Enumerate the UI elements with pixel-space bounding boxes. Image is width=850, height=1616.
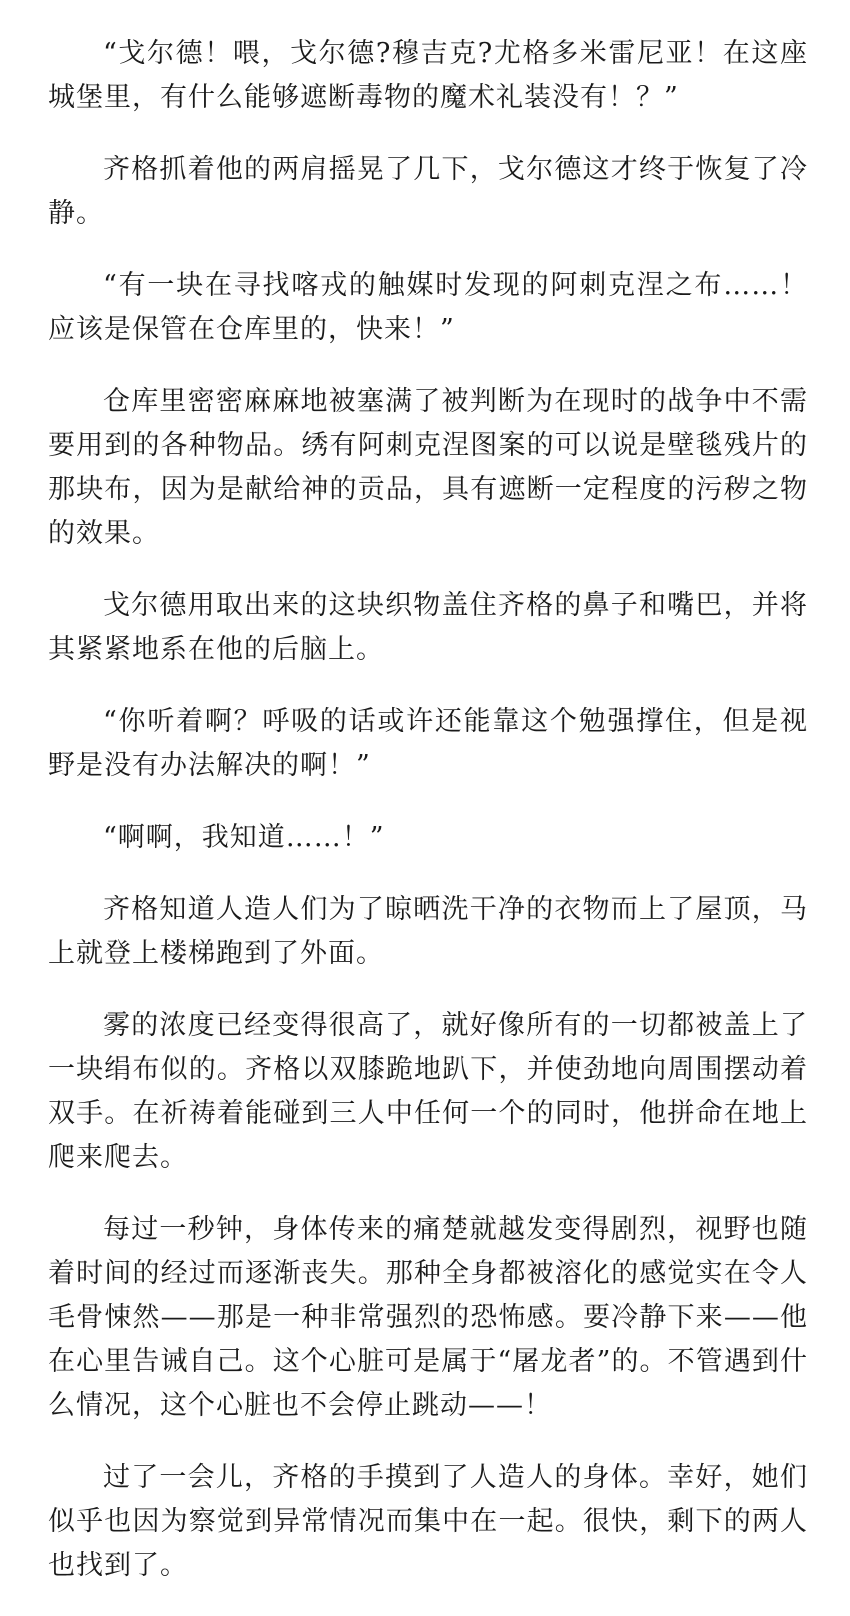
paragraph-7: “啊啊，我知道……！” (103, 822, 385, 853)
paragraph-11: 过了一会儿，齐格的手摸到了人造人的身体。幸好，她们似乎也因为察觉到异常情况而集中在一起。很快，剩下的两人也找到了。 (48, 1462, 808, 1581)
paragraph-10: 每过一秒钟，身体传来的痛楚就越发变得剧烈，视野也随着时间的经过而逐渐丧失。那种全身都被溶化的感觉实在令人毛骨悚然——那是一种非常强烈的恐怖感。要冷静下来——他在心里告诫自己。这个心脏可是属于“屠龙者”的。不管遇到什么情况，这个心脏也不会停止跳动——！ (48, 1214, 808, 1421)
paragraph-9: 雾的浓度已经变得很高了，就好像所有的一切都被盖上了一块绢布似的。齐格以双膝跪地趴下，并使劲地向周围摆动着双手。在祈祷着能碰到三人中任何一个的同时，他拼命在地上爬来爬去。 (48, 1010, 808, 1173)
document-page (48, 32, 808, 1616)
paragraph-6: “你听着啊？呼吸的话或许还能靠这个勉强撑住，但是视野是没有办法解决的啊！” (48, 706, 808, 781)
paragraph-5: 戈尔德用取出来的这块织物盖住齐格的鼻子和嘴巴，并将其紧紧地系在他的后脑上。 (48, 590, 808, 665)
paragraph-1: “戈尔德！喂，戈尔德?穆吉克?尤格多米雷尼亚！在这座城堡里，有什么能够遮断毒物的魔术礼装没有！？” (48, 38, 808, 113)
paragraph-3: “有一块在寻找喀戎的触媒时发现的阿刺克涅之布……！应该是保管在仓库里的，快来！” (48, 270, 808, 345)
paragraph-8: 齐格知道人造人们为了晾晒洗干净的衣物而上了屋顶，马上就登上楼梯跑到了外面。 (48, 894, 808, 969)
paragraph-4: 仓库里密密麻麻地被塞满了被判断为在现时的战争中不需要用到的各种物品。绣有阿刺克涅图案的可以说是壁毯残片的那块布，因为是献给神的贡品，具有遮断一定程度的污秽之物的效果。 (48, 386, 808, 549)
paragraph-2: 齐格抓着他的两肩摇晃了几下，戈尔德这才终于恢复了冷静。 (48, 154, 808, 229)
